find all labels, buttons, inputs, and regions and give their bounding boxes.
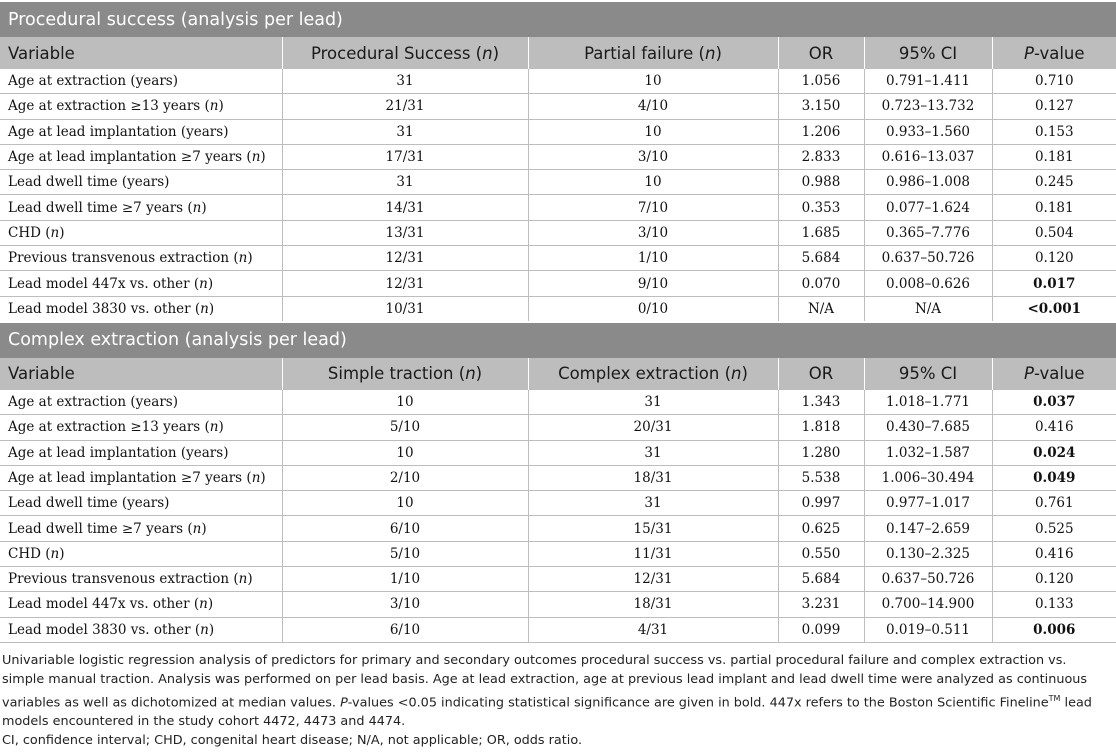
table-row — [0, 94, 1116, 119]
group-b-cell: 31 — [528, 440, 778, 465]
variable-cell: Lead model 3830 vs. other (n) — [0, 617, 282, 642]
p-value-cell: 0.416 — [992, 415, 1116, 440]
group-a-cell: 10 — [282, 491, 528, 516]
ci-cell: 0.077–1.624 — [864, 195, 992, 220]
p-value-cell: 0.127 — [992, 94, 1116, 119]
table-row — [0, 516, 1116, 541]
group-a-cell: 5/10 — [282, 541, 528, 566]
p-value-cell: 0.024 — [992, 440, 1116, 465]
ci-cell: 0.986–1.008 — [864, 170, 992, 195]
variable-cell: Previous transvenous extraction (n) — [0, 246, 282, 271]
column-header: P-value — [992, 358, 1116, 390]
table-row — [0, 415, 1116, 440]
or-cell: N/A — [778, 296, 864, 322]
column-header: OR — [778, 358, 864, 390]
ci-cell: N/A — [864, 296, 992, 322]
ci-cell: 1.018–1.771 — [864, 390, 992, 415]
variable-cell: Age at lead implantation (years) — [0, 119, 282, 144]
column-header: P-value — [992, 37, 1116, 69]
group-b-cell: 0/10 — [528, 296, 778, 322]
group-a-cell: 3/10 — [282, 592, 528, 617]
table-row — [0, 69, 1116, 94]
ci-cell: 0.365–7.776 — [864, 220, 992, 245]
group-b-cell: 4/31 — [528, 617, 778, 642]
or-cell: 5.538 — [778, 465, 864, 490]
variable-cell: Lead dwell time (years) — [0, 491, 282, 516]
p-value-cell: 0.120 — [992, 246, 1116, 271]
footnote-text: Univariable logistic regression analysis of predictors for primary and secondary outcomes procedural success vs. partial procedural failure and complex extraction vs. simple manual traction. Analysis was performed on per lead basis. Age at lead extraction, age at previous lead implant and lead dwell time were analyzed as continuous variables as well as dichotomized at median values. P-values <0.05 indicating statistical significance are given in bold. 447x refers to the Boston Scientific Fineline™ lead models encountered in the study cohort 4472, 4473 and 4474. — [2, 652, 1092, 730]
ci-cell: 1.032–1.587 — [864, 440, 992, 465]
ci-cell: 0.430–7.685 — [864, 415, 992, 440]
table-row — [0, 246, 1116, 271]
or-cell: 0.099 — [778, 617, 864, 642]
or-cell: 3.150 — [778, 94, 864, 119]
table-row — [0, 567, 1116, 592]
group-b-cell: 20/31 — [528, 415, 778, 440]
group-b-cell: 9/10 — [528, 271, 778, 296]
column-header: 95% CI — [864, 37, 992, 69]
ci-cell: 0.723–13.732 — [864, 94, 992, 119]
or-cell: 1.685 — [778, 220, 864, 245]
ci-cell: 0.130–2.325 — [864, 541, 992, 566]
ci-cell: 0.008–0.626 — [864, 271, 992, 296]
or-cell: 5.684 — [778, 246, 864, 271]
variable-cell: Age at extraction ≥13 years (n) — [0, 94, 282, 119]
or-cell: 0.550 — [778, 541, 864, 566]
or-cell: 1.280 — [778, 440, 864, 465]
ci-cell: 0.616–13.037 — [864, 144, 992, 169]
p-value-cell: 0.416 — [992, 541, 1116, 566]
table-row — [0, 271, 1116, 296]
group-b-cell: 1/10 — [528, 246, 778, 271]
or-cell: 1.206 — [778, 119, 864, 144]
group-b-cell: 18/31 — [528, 465, 778, 490]
ci-cell: 0.147–2.659 — [864, 516, 992, 541]
group-a-cell: 2/10 — [282, 465, 528, 490]
p-value-cell: 0.181 — [992, 195, 1116, 220]
group-a-cell: 14/31 — [282, 195, 528, 220]
variable-cell: Age at extraction ≥13 years (n) — [0, 415, 282, 440]
section-title: Procedural success (analysis per lead) — [0, 1, 1116, 37]
table-row — [0, 592, 1116, 617]
table-row — [0, 390, 1116, 415]
table-row — [0, 491, 1116, 516]
variable-cell: Lead model 447x vs. other (n) — [0, 271, 282, 296]
variable-cell: Lead model 447x vs. other (n) — [0, 592, 282, 617]
or-cell: 2.833 — [778, 144, 864, 169]
or-cell: 1.056 — [778, 69, 864, 94]
group-a-cell: 6/10 — [282, 516, 528, 541]
variable-cell: Lead dwell time (years) — [0, 170, 282, 195]
or-cell: 0.997 — [778, 491, 864, 516]
group-b-cell: 31 — [528, 390, 778, 415]
p-value-cell: <0.001 — [992, 296, 1116, 322]
table-row — [0, 144, 1116, 169]
group-a-cell: 10 — [282, 440, 528, 465]
group-a-cell: 21/31 — [282, 94, 528, 119]
group-b-cell: 10 — [528, 170, 778, 195]
p-value-cell: 0.504 — [992, 220, 1116, 245]
group-b-cell: 7/10 — [528, 195, 778, 220]
section-title-row — [0, 322, 1116, 358]
column-header: Variable — [0, 358, 282, 390]
group-b-cell: 18/31 — [528, 592, 778, 617]
p-value-cell: 0.181 — [992, 144, 1116, 169]
p-value-cell: 0.006 — [992, 617, 1116, 642]
variable-cell: Age at lead implantation ≥7 years (n) — [0, 144, 282, 169]
or-cell: 5.684 — [778, 567, 864, 592]
ci-cell: 0.637–50.726 — [864, 246, 992, 271]
group-a-cell: 12/31 — [282, 271, 528, 296]
ci-cell: 0.019–0.511 — [864, 617, 992, 642]
table-row — [0, 296, 1116, 322]
or-cell: 0.988 — [778, 170, 864, 195]
p-value-cell: 0.245 — [992, 170, 1116, 195]
group-a-cell: 12/31 — [282, 246, 528, 271]
or-cell: 1.343 — [778, 390, 864, 415]
variable-cell: Age at extraction (years) — [0, 69, 282, 94]
table-row — [0, 617, 1116, 642]
table-row — [0, 440, 1116, 465]
or-cell: 0.625 — [778, 516, 864, 541]
group-a-cell: 10 — [282, 390, 528, 415]
group-b-cell: 3/10 — [528, 144, 778, 169]
section-title: Complex extraction (analysis per lead) — [0, 322, 1116, 358]
table-row — [0, 465, 1116, 490]
group-b-cell: 15/31 — [528, 516, 778, 541]
header-row — [0, 358, 1116, 390]
table-row — [0, 195, 1116, 220]
ci-cell: 0.791–1.411 — [864, 69, 992, 94]
ci-cell: 0.700–14.900 — [864, 592, 992, 617]
group-b-cell: 3/10 — [528, 220, 778, 245]
variable-cell: CHD (n) — [0, 541, 282, 566]
p-value-cell: 0.049 — [992, 465, 1116, 490]
p-value-cell: 0.710 — [992, 69, 1116, 94]
ci-cell: 1.006–30.494 — [864, 465, 992, 490]
table-row — [0, 170, 1116, 195]
group-a-cell: 31 — [282, 170, 528, 195]
p-value-cell: 0.153 — [992, 119, 1116, 144]
ci-cell: 0.637–50.726 — [864, 567, 992, 592]
group-b-cell: 4/10 — [528, 94, 778, 119]
variable-cell: Age at lead implantation (years) — [0, 440, 282, 465]
header-row — [0, 37, 1116, 69]
variable-cell: CHD (n) — [0, 220, 282, 245]
column-header: Variable — [0, 37, 282, 69]
or-cell: 0.353 — [778, 195, 864, 220]
variable-cell: Lead model 3830 vs. other (n) — [0, 296, 282, 322]
p-value-cell: 0.133 — [992, 592, 1116, 617]
p-value-cell: 0.037 — [992, 390, 1116, 415]
group-a-cell: 13/31 — [282, 220, 528, 245]
or-cell: 1.818 — [778, 415, 864, 440]
group-a-cell: 1/10 — [282, 567, 528, 592]
ci-cell: 0.977–1.017 — [864, 491, 992, 516]
p-value-cell: 0.761 — [992, 491, 1116, 516]
group-a-cell: 31 — [282, 119, 528, 144]
p-value-cell: 0.525 — [992, 516, 1116, 541]
group-a-cell: 10/31 — [282, 296, 528, 322]
column-header: Simple traction (n) — [282, 358, 528, 390]
group-b-cell: 10 — [528, 69, 778, 94]
group-b-cell: 31 — [528, 491, 778, 516]
section-title-row — [0, 1, 1116, 37]
variable-cell: Previous transvenous extraction (n) — [0, 567, 282, 592]
table-row — [0, 220, 1116, 245]
group-b-cell: 10 — [528, 119, 778, 144]
column-header: Partial failure (n) — [528, 37, 778, 69]
variable-cell: Age at extraction (years) — [0, 390, 282, 415]
column-header: Procedural Success (n) — [282, 37, 528, 69]
table-footnote — [0, 643, 1116, 750]
column-header: Complex extraction (n) — [528, 358, 778, 390]
column-header: 95% CI — [864, 358, 992, 390]
group-b-cell: 11/31 — [528, 541, 778, 566]
column-header: OR — [778, 37, 864, 69]
or-cell: 3.231 — [778, 592, 864, 617]
variable-cell: Age at lead implantation ≥7 years (n) — [0, 465, 282, 490]
group-a-cell: 31 — [282, 69, 528, 94]
table-row — [0, 119, 1116, 144]
variable-cell: Lead dwell time ≥7 years (n) — [0, 516, 282, 541]
ci-cell: 0.933–1.560 — [864, 119, 992, 144]
or-cell: 0.070 — [778, 271, 864, 296]
group-b-cell: 12/31 — [528, 567, 778, 592]
table-row — [0, 541, 1116, 566]
variable-cell: Lead dwell time ≥7 years (n) — [0, 195, 282, 220]
group-a-cell: 17/31 — [282, 144, 528, 169]
group-a-cell: 5/10 — [282, 415, 528, 440]
p-value-cell: 0.017 — [992, 271, 1116, 296]
group-a-cell: 6/10 — [282, 617, 528, 642]
p-value-cell: 0.120 — [992, 567, 1116, 592]
footnote-abbreviations: CI, confidence interval; CHD, congenital heart disease; N/A, not applicable; OR, odds ratio. — [2, 733, 583, 749]
